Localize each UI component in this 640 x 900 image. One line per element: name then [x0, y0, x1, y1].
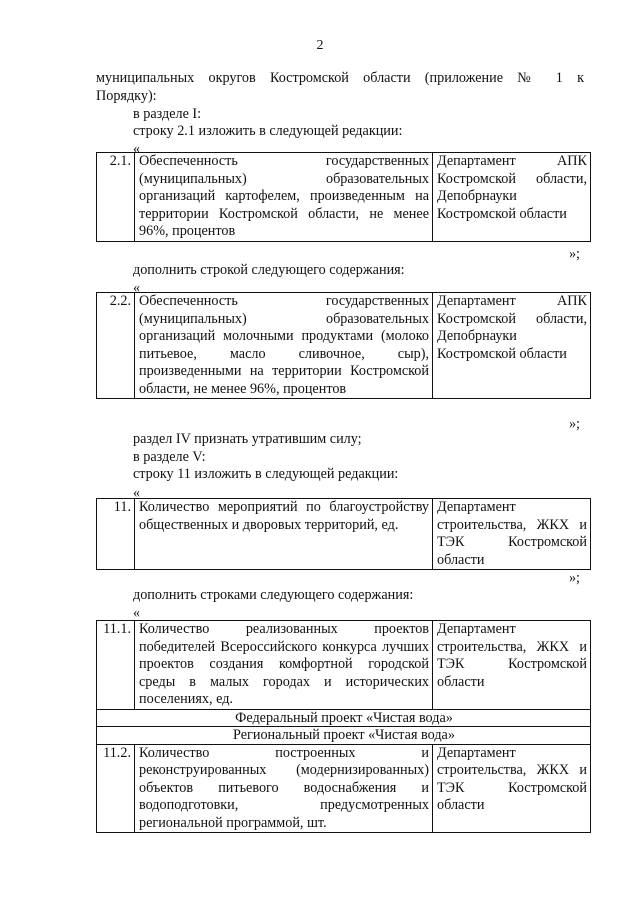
add-rows-instruction: дополнить строками следующего содержания: — [133, 587, 414, 603]
row-number: 2.1. — [97, 153, 135, 242]
table-row-11 — [96, 498, 591, 570]
section-5-label: в разделе V: — [133, 449, 206, 465]
open-quote-2: « — [133, 280, 141, 296]
row-description: Обеспеченность государственных (муниципальных) образовательных организаций картофелем, произведенным на территории Костромской области, не менее 96%, процентов — [135, 153, 433, 242]
row-description: Обеспеченность государственных (муниципальных) образовательных организаций молочными продуктами (молоко питьевое, масло сливочное, сыр), произведенными на территории Костромской области, не менее 96%, процентов — [135, 293, 433, 399]
row-2-1-instruction: строку 2.1 изложить в следующей редакции: — [133, 123, 403, 139]
row-number: 11.1. — [97, 621, 135, 710]
regional-project-heading: Региональный проект «Чистая вода» — [97, 727, 591, 745]
open-quote-4: « — [133, 605, 141, 621]
row-number: 11.2. — [97, 744, 135, 833]
row-department: Департамент АПК Костромской области, Депобрнауки Костромской области — [433, 293, 591, 399]
close-quote-3: »; — [568, 570, 580, 586]
open-quote-1: « — [133, 141, 141, 157]
table-row-2-2 — [96, 292, 591, 399]
row-department: Департамент строительства, ЖКХ и ТЭК Костромской области — [433, 499, 591, 570]
row-department: Департамент строительства, ЖКХ и ТЭК Костромской области — [433, 744, 591, 833]
section-4-text: раздел IV признать утратившим силу; — [133, 431, 362, 447]
row-number: 2.2. — [97, 293, 135, 399]
intro-line-2: Порядку): — [96, 88, 157, 104]
row-department: Департамент строительства, ЖКХ и ТЭК Костромской области — [433, 621, 591, 710]
intro-line-1: муниципальных округов Костромской области (приложение № 1 к — [96, 70, 584, 86]
row-11-instruction: строку 11 изложить в следующей редакции: — [133, 466, 399, 482]
row-description: Количество реализованных проектов победителей Всероссийского конкурса лучших проектов создания комфортной городской среды в малых городах и исторических поселениях, ед. — [135, 621, 433, 710]
row-department: Департамент АПК Костромской области, Депобрнауки Костромской области — [433, 153, 591, 242]
page-number: 2 — [316, 38, 324, 53]
row-number: 11. — [97, 499, 135, 570]
close-quote-2: »; — [568, 416, 580, 432]
add-row-instruction: дополнить строкой следующего содержания: — [133, 262, 405, 278]
close-quote-1: »; — [568, 246, 580, 262]
row-description: Количество мероприятий по благоустройству общественных и дворовых территорий, ед. — [135, 499, 433, 570]
row-description: Количество построенных и реконструированных (модернизированных) объектов питьевого водоснабжения и водоподготовки, предусмотренных региональной программой, шт. — [135, 744, 433, 833]
table-row-2-1 — [96, 152, 591, 242]
open-quote-3: « — [133, 485, 141, 501]
section-1-label: в разделе I: — [133, 106, 202, 122]
table-rows-11-1-11-2 — [96, 620, 591, 833]
federal-project-heading: Федеральный проект «Чистая вода» — [97, 709, 591, 727]
